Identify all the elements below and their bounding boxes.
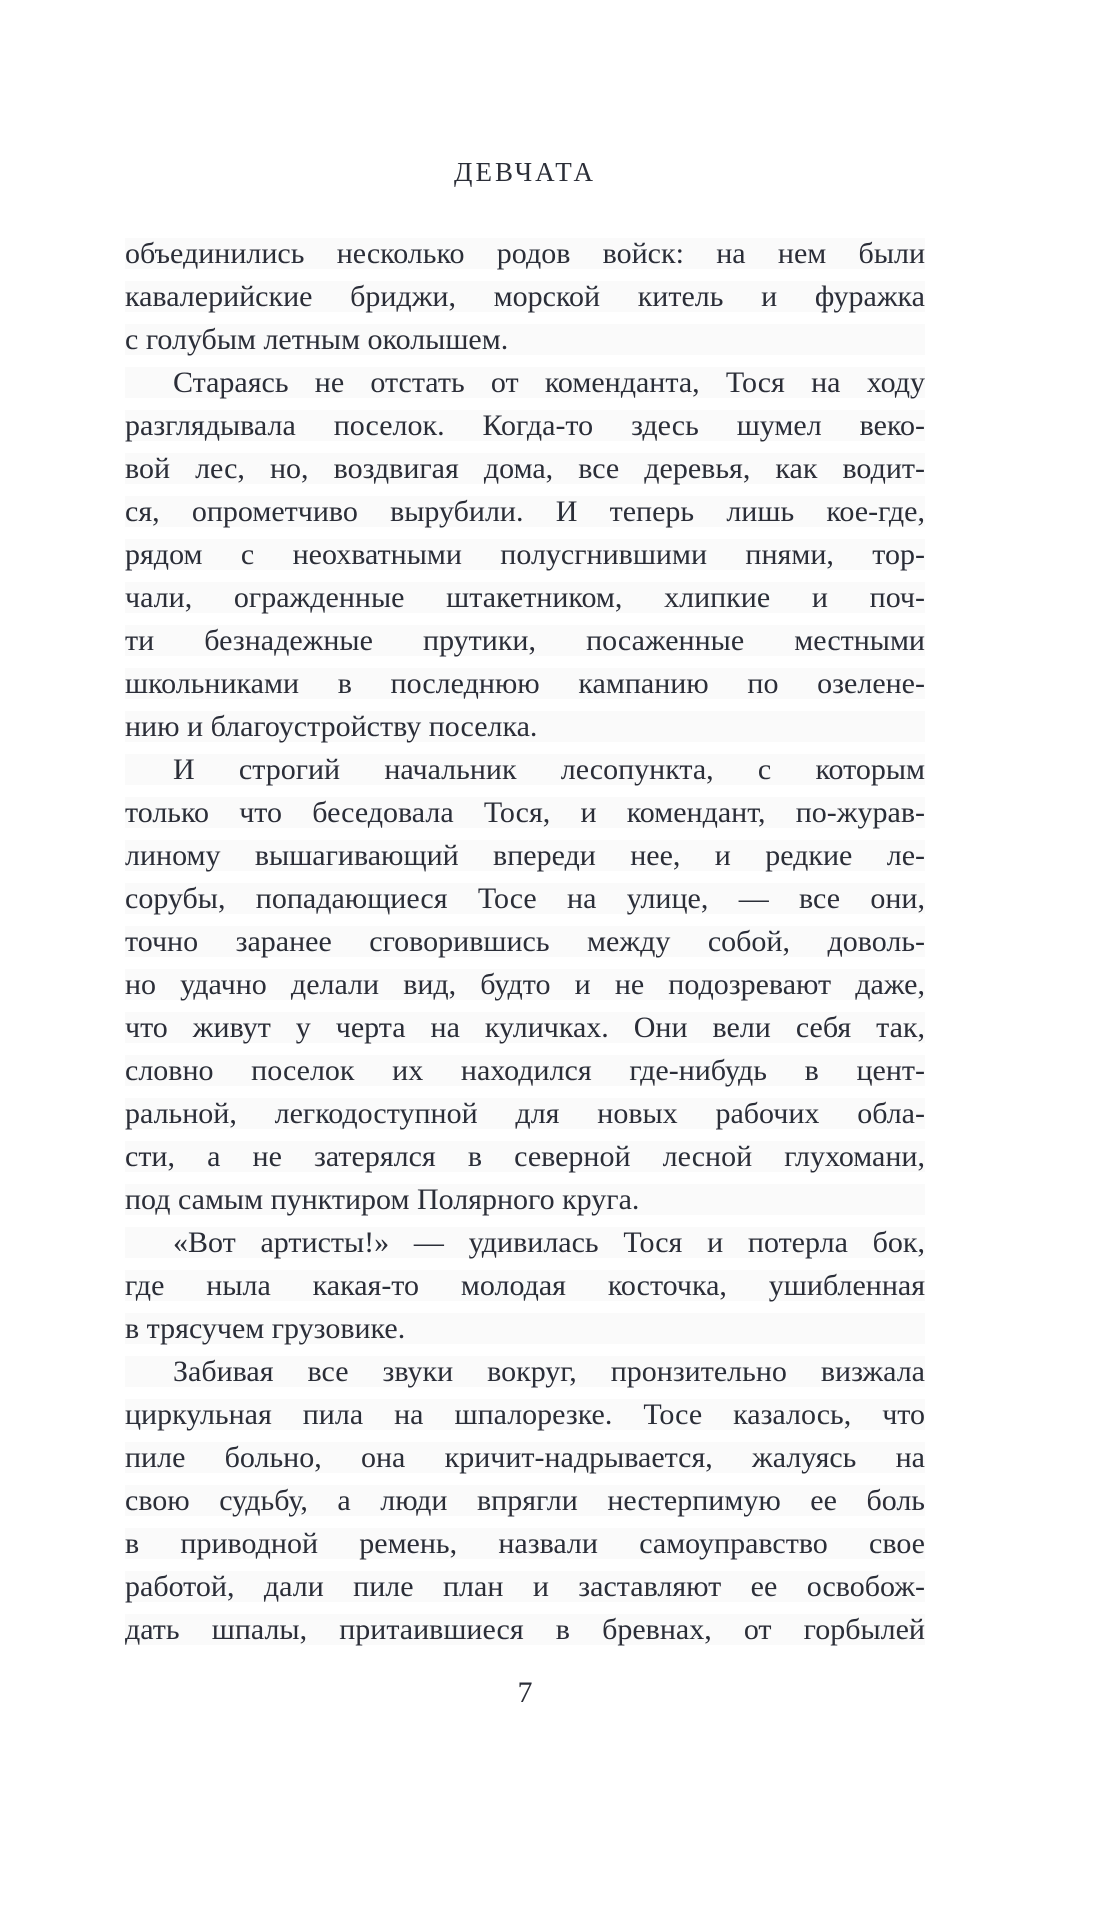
text-line: в приводной ремень, назвали самоуправство свое xyxy=(125,1522,925,1565)
text-line: работой, дали пиле план и заставляют ее освобож- xyxy=(125,1565,925,1608)
text-line: только что беседовала Тося, и комендант, по-журав- xyxy=(125,791,925,834)
text-line: свою судьбу, а люди впрягли нестерпимую ее боль xyxy=(125,1479,925,1522)
text-line: дать шпалы, притаившиеся в бревнах, от горбылей xyxy=(125,1608,925,1651)
text-line: И строгий начальник лесопункта, с которым xyxy=(125,748,925,791)
text-line: рядом с неохватными полусгнившими пнями, тор- xyxy=(125,533,925,576)
text-line: чали, огражденные штакетником, хлипкие и поч- xyxy=(125,576,925,619)
text-line: пиле больно, она кричит-надрывается, жалуясь на xyxy=(125,1436,925,1479)
text-line: линому вышагивающий впереди нее, и редкие ле- xyxy=(125,834,925,877)
text-line: вой лес, но, воздвигая дома, все деревья, как водит- xyxy=(125,447,925,490)
text-line: сорубы, попадающиеся Тосе на улице, — все они, xyxy=(125,877,925,920)
text-line: школьниками в последнюю кампанию по озелене- xyxy=(125,662,925,705)
text-line: Стараясь не отстать от коменданта, Тося на ходу xyxy=(125,361,925,404)
text-line: ральной, легкодоступной для новых рабочих обла- xyxy=(125,1092,925,1135)
text-line: разглядывала поселок. Когда-то здесь шумел веко- xyxy=(125,404,925,447)
text-line: нию и благоустройству поселка. xyxy=(125,705,925,748)
text-line: Забивая все звуки вокруг, пронзительно визжала xyxy=(125,1350,925,1393)
text-line: в трясучем грузовике. xyxy=(125,1307,925,1350)
text-line: что живут у черта на куличках. Они вели себя так, xyxy=(125,1006,925,1049)
running-head: ДЕВЧАТА xyxy=(454,157,596,187)
text-line: ся, опрометчиво вырубили. И теперь лишь кое-где, xyxy=(125,490,925,533)
text-line: циркульная пила на шпалорезке. Тосе казалось, что xyxy=(125,1393,925,1436)
text-line: с голубым летным околышем. xyxy=(125,318,925,361)
text-line: объединились несколько родов войск: на нем были xyxy=(125,232,925,275)
text-line: «Вот артисты!» — удивилась Тося и потерла бок, xyxy=(125,1221,925,1264)
text-line: но удачно делали вид, будто и не подозревают даже, xyxy=(125,963,925,1006)
page-number: 7 xyxy=(517,1676,533,1709)
body-text xyxy=(125,232,925,1651)
text-line: ти безнадежные прутики, посаженные местными xyxy=(125,619,925,662)
text-line: кавалерийские бриджи, морской китель и фуражка xyxy=(125,275,925,318)
text-line: словно поселок их находился где-нибудь в цент- xyxy=(125,1049,925,1092)
text-line: где ныла какая-то молодая косточка, ушибленная xyxy=(125,1264,925,1307)
text-line: точно заранее сговорившись между собой, доволь- xyxy=(125,920,925,963)
text-line: сти, а не затерялся в северной лесной глухомани, xyxy=(125,1135,925,1178)
text-line: под самым пунктиром Полярного круга. xyxy=(125,1178,925,1221)
